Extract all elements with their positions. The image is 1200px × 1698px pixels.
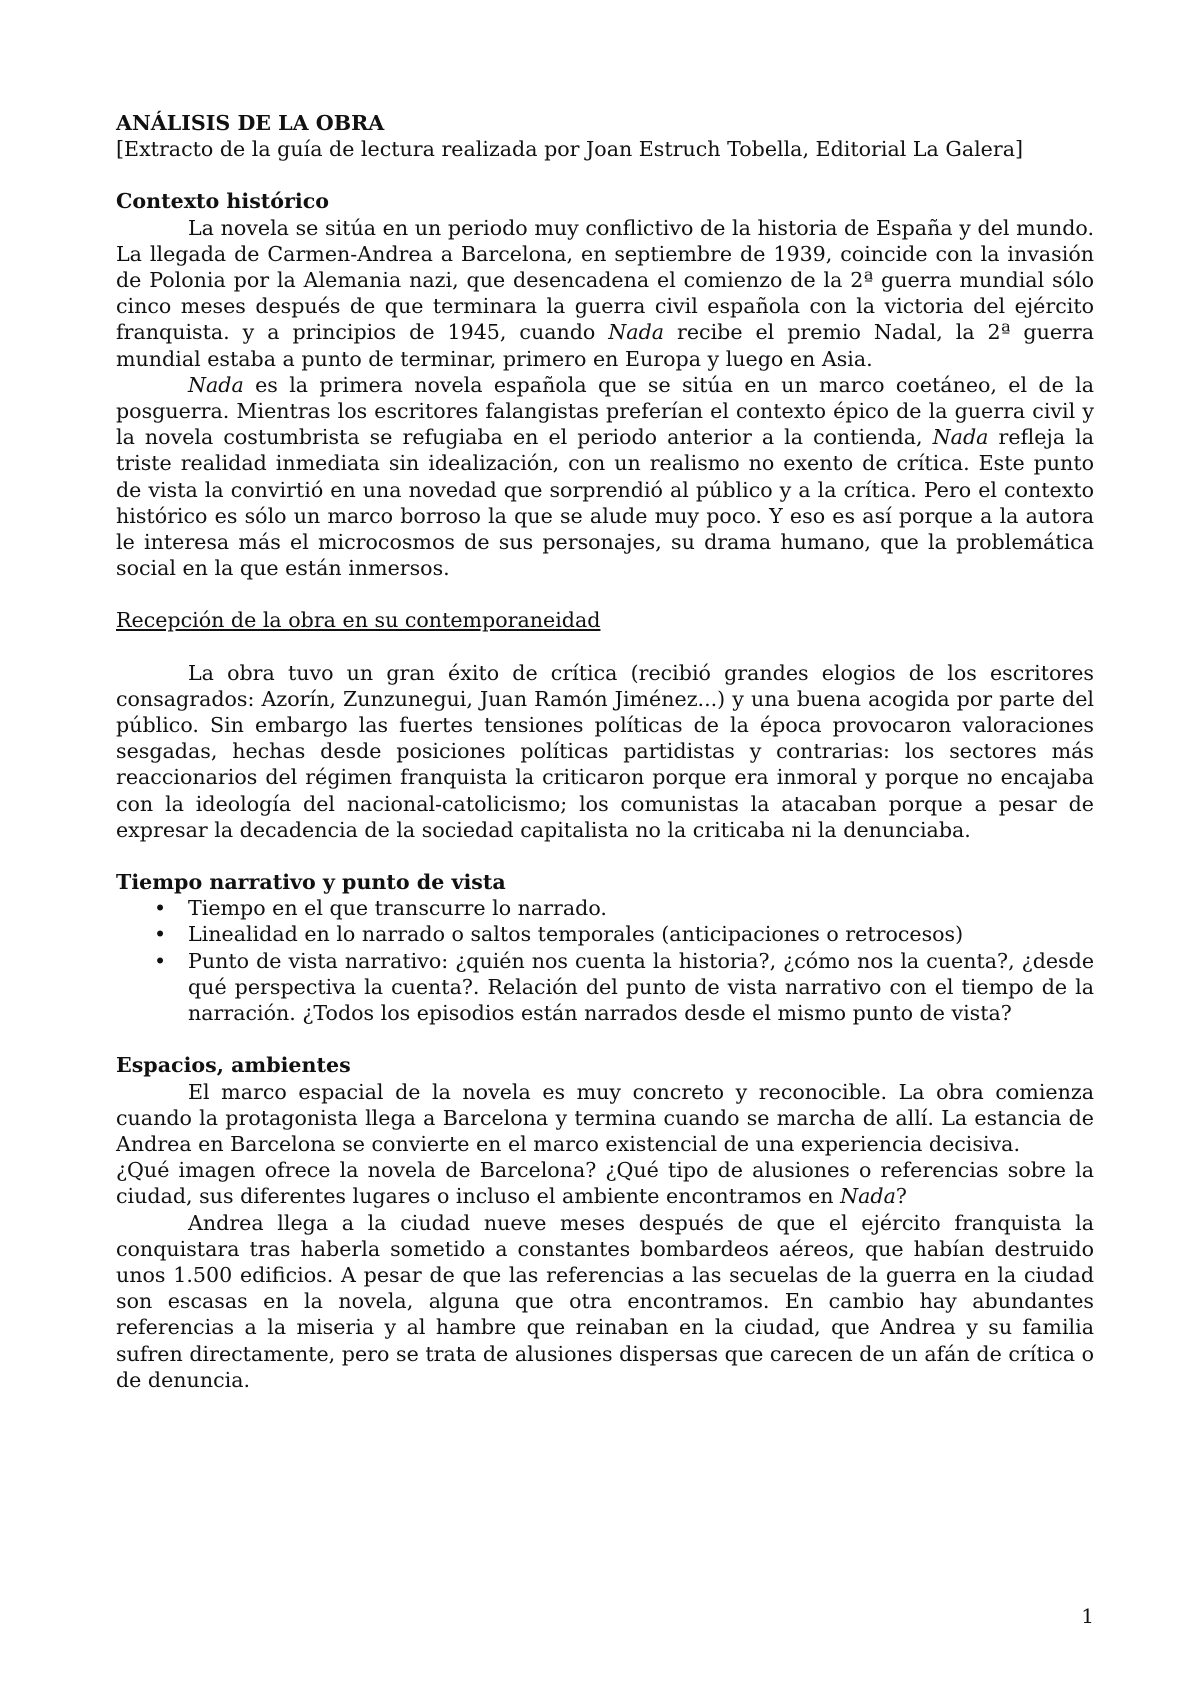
bullet-icon: •	[154, 922, 167, 947]
contexto-p2-italic-2: Nada	[932, 425, 989, 450]
list-item	[116, 895, 1094, 921]
list-item-text: Tiempo en el que transcurre lo narrado.	[188, 896, 607, 921]
espacios-p2-text-a: ¿Qué imagen ofrece la novela de Barcelona? ¿Qué tipo de alusiones o referencias sobre la ciudad, sus diferentes lugares o incluso el ambiente encontramos en	[116, 1158, 1094, 1209]
espacios-paragraph-3: Andrea llega a la ciudad nueve meses después de que el ejército franquista la conquistara tras haberla sometido a constantes bombardeos aéreos, que habían destruido unos 1.500 edificios. A pesar de que las referencias a las secuelas de la guerra en la ciudad son escasas en la novela, alguna que otra encontramos. En cambio hay abundantes referencias a la miseria y al hambre que reinaban en la ciudad, que Andrea y su familia sufren directamente, pero se trata de alusiones dispersas que carecen de un afán de crítica o de denuncia.	[116, 1210, 1094, 1392]
contexto-p2-text-a: es la primera novela española que se sitúa en un marco coetáneo, el de la posguerra. Mientras los escritores falangistas preferían el contexto épico de la guerra civil y la novela costumbrista se refugiaba en el periodo anterior a la contienda,	[116, 372, 1094, 450]
section-heading-contexto: Contexto histórico	[116, 189, 329, 214]
espacios-p2-italic: Nada	[840, 1184, 896, 1209]
contexto-paragraph-1	[116, 215, 1094, 372]
document-subtitle: [Extracto de la guía de lectura realizada por Joan Estruch Tobella, Editorial La Galera]	[116, 137, 1024, 162]
contexto-p2-italic-1: Nada	[188, 372, 244, 397]
bullet-icon: •	[154, 896, 167, 921]
list-item	[116, 948, 1094, 1027]
list-item-text: Punto de vista narrativo: ¿quién nos cuenta la historia?, ¿cómo nos la cuenta?, ¿desde qué perspectiva la cuenta?. Relación del punto de vista narrativo con el tiempo de la narración. ¿Todos los episodios están narrados desde el mismo punto de vista?	[188, 948, 1094, 1026]
list-item	[116, 921, 1094, 947]
section-heading-espacios: Espacios, ambientes	[116, 1053, 351, 1078]
tiempo-bullet-list	[116, 895, 1094, 1026]
espacios-paragraph-1: El marco espacial de la novela es muy concreto y reconocible. La obra comienza cuando la protagonista llega a Barcelona y termina cuando se marcha de allí. La estancia de Andrea en Barcelona se convierte en el marco existencial de una experiencia decisiva.	[116, 1079, 1094, 1156]
document-title: ANÁLISIS DE LA OBRA	[116, 111, 385, 135]
contexto-p2-text-b: refleja la triste realidad inmediata sin idealización, con un realismo no exento de crítica. Este punto de vista la convirtió en una novedad que sorprendió al público y a la crítica. Pero el contexto histórico es sólo un marco borroso la que se alude muy poco. Y eso es así porque a la autora le interesa más el microcosmos de sus personajes, su drama humano, que la problemática social en la que están inmersos.	[116, 425, 1095, 581]
section-heading-recepcion: Recepción de la obra en su contemporaneidad	[116, 608, 601, 633]
recepcion-paragraph-1: La obra tuvo un gran éxito de crítica (recibió grandes elogios de los escritores consagrados: Azorín, Zunzunegui, Juan Ramón Jiménez...) y una buena acogida por parte del público. Sin embargo las fuertes tensiones políticas de la época provocaron valoraciones sesgadas, hechas desde posiciones políticas partidistas y contrarias: los sectores más reaccionarios del régimen franquista la criticaron porque era inmoral y porque no encajaba con la ideología del nacional-catolicismo; los comunistas la atacaban porque a pesar de expresar la decadencia de la sociedad capitalista no la criticaba ni la denunciaba.	[116, 660, 1094, 842]
contexto-p1-italic: Nada	[608, 320, 665, 345]
document-page	[116, 110, 1094, 1393]
bullet-icon: •	[154, 948, 167, 973]
contexto-p1-text-b: recibe el premio Nadal, la 2ª guerra mundial estaba a punto de terminar, primero en Europa y luego en Asia.	[116, 320, 1094, 371]
contexto-paragraph-2	[116, 372, 1094, 582]
section-heading-tiempo: Tiempo narrativo y punto de vista	[116, 870, 506, 895]
list-item-text: Linealidad en lo narrado o saltos temporales (anticipaciones o retrocesos)	[188, 922, 964, 947]
espacios-paragraph-2	[116, 1157, 1094, 1209]
contexto-p1-text-a: La novela se sitúa en un periodo muy conflictivo de la historia de España y del mundo. La llegada de Carmen-Andrea a Barcelona, en septiembre de 1939, coincide con la invasión de Polonia por la Alemania nazi, que desencadena el comienzo de la 2ª guerra mundial sólo cinco meses después de que terminara la guerra civil española con la victoria del ejército franquista. y a principios de 1945, cuando	[116, 215, 1094, 345]
page-number: 1	[1081, 1604, 1094, 1628]
espacios-p2-text-b: ?	[895, 1184, 907, 1209]
